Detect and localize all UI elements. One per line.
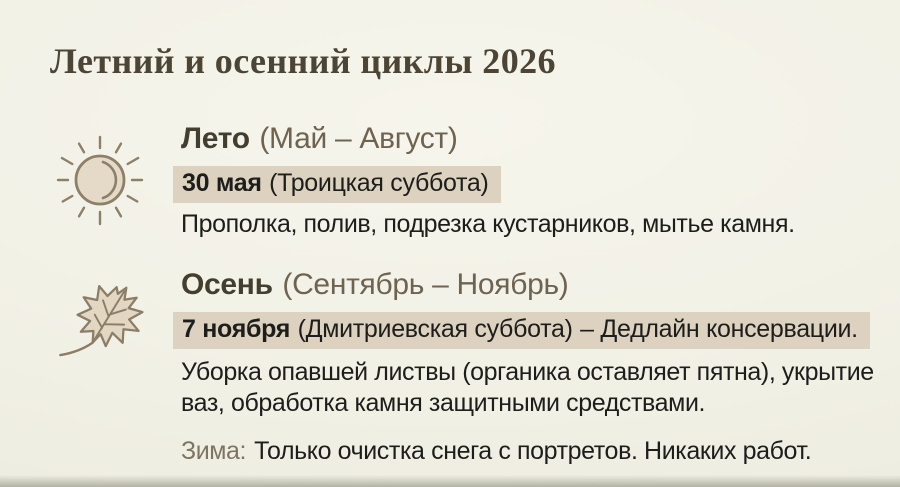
winter-note bbox=[181, 437, 811, 466]
summer-date: 30 мая bbox=[182, 169, 262, 197]
autumn-range-label: (Сентябрь – Ноябрь) bbox=[282, 268, 569, 301]
summer-date-note: (Троицкая суббота) bbox=[269, 169, 489, 197]
summer-range-label: (Май – Август) bbox=[259, 122, 458, 155]
autumn-season-label: Осень bbox=[181, 268, 273, 301]
winter-text: Только очистка снега с портретов. Никаких работ. bbox=[254, 437, 812, 465]
autumn-heading bbox=[181, 267, 569, 303]
summer-heading bbox=[181, 121, 458, 157]
autumn-date-suffix: – Дедлайн консервации. bbox=[580, 315, 858, 343]
autumn-date-note: (Дмитриевская суббота) bbox=[297, 315, 573, 343]
winter-label: Зима: bbox=[181, 437, 247, 465]
sun-icon bbox=[50, 130, 150, 230]
summer-season-label: Лето bbox=[181, 122, 250, 155]
autumn-date: 7 ноября bbox=[182, 315, 291, 343]
page-title: Летний и осенний циклы 2026 bbox=[50, 41, 556, 81]
summer-date-highlight bbox=[173, 166, 501, 203]
summer-tasks: Прополка, полив, подрезка кустарников, мытье камня. bbox=[181, 210, 795, 238]
autumn-tasks: Уборка опавшей листвы (органика оставляет пятна), укрытие ваз, обработка камня защитными средствами. bbox=[181, 358, 874, 417]
autumn-date-highlight bbox=[173, 312, 870, 349]
leaf-icon bbox=[52, 276, 152, 376]
